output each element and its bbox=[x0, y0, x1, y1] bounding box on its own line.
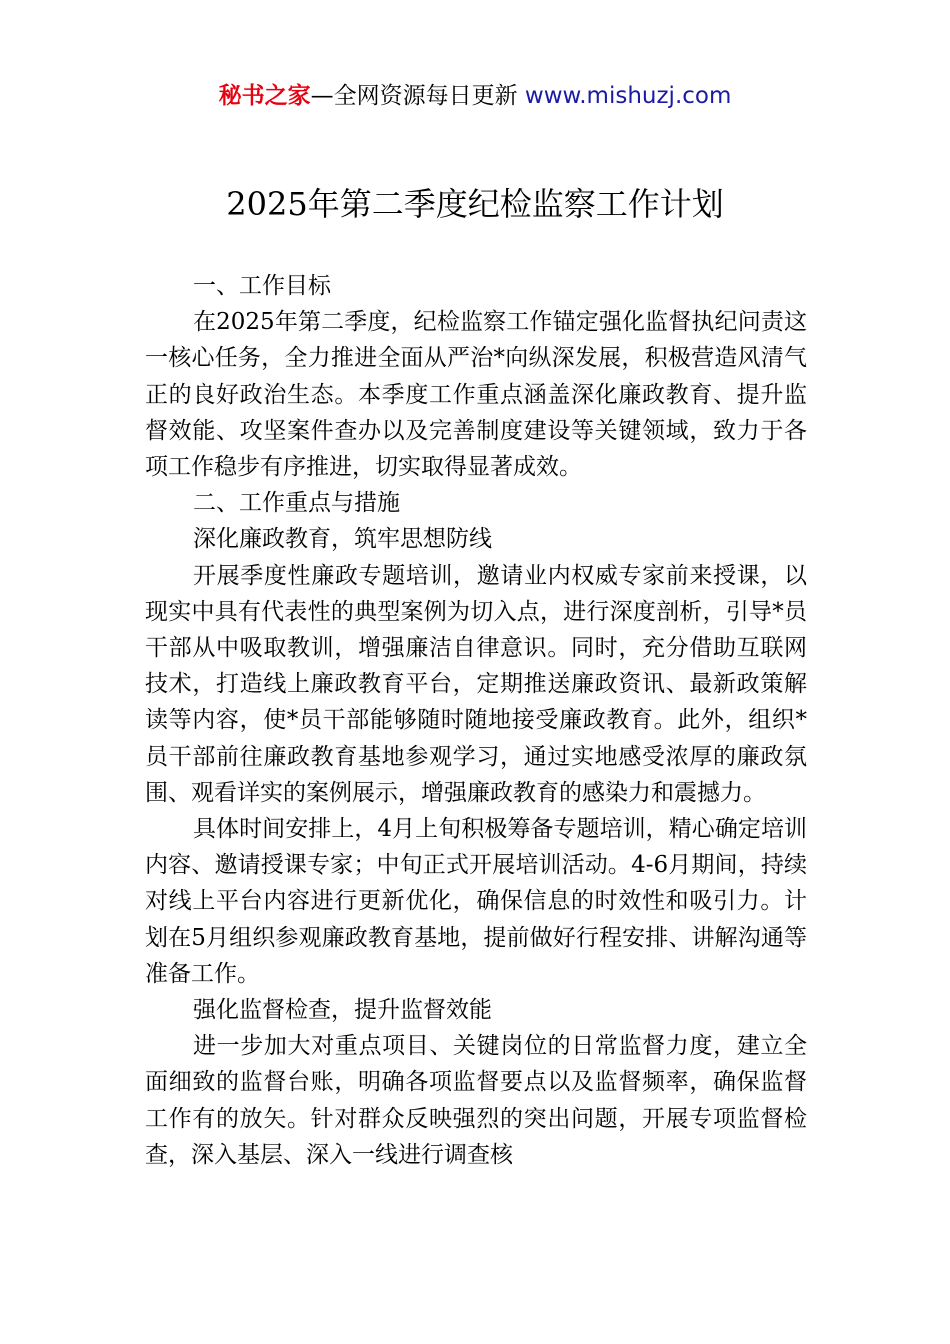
section-heading-goals: 一、工作目标 bbox=[193, 273, 331, 299]
site-banner bbox=[0, 80, 950, 112]
paragraph-supervision: 进一步加大对重点项目、关键岗位的日常监督力度，建立全面细致的监督台账，明确各项监督要点以及监督频率，确保监督工作有的放矢。针对群众反映强烈的突出问题，开展专项监督检查，深入基层、深入一线进行调查核 bbox=[145, 1033, 807, 1168]
document-body bbox=[145, 268, 807, 1173]
site-url-link[interactable]: www.mishuzj.com bbox=[524, 83, 732, 109]
subheading-supervision: 强化监督检查，提升监督效能 bbox=[193, 997, 492, 1024]
document-title: 2025年第二季度纪检监察工作计划 bbox=[226, 185, 724, 223]
paragraph-schedule: 具体时间安排上，4月上旬积极筹备专题培训，精心确定培训内容、邀请授课专家；中旬正式开展培训活动。4-6月期间，持续对线上平台内容进行更新优化，确保信息的时效性和吸引力。计划在5月组织参观廉政教育基地，提前做好行程安排、讲解沟通等准备工作。 bbox=[145, 816, 807, 987]
paragraph-education: 开展季度性廉政专题培训，邀请业内权威专家前来授课，以现实中具有代表性的典型案例为切入点，进行深度剖析，引导*员干部从中吸取教训，增强廉洁自律意识。同时，充分借助互联网技术，打造线上廉政教育平台，定期推送廉政资讯、最新政策解读等内容，使*员干部能够随时随地接受廉政教育。此外，组织*员干部前往廉政教育基地参观学习，通过实地感受浓厚的廉政氛围、观看详实的案例展示，增强廉政教育的感染力和震撼力。 bbox=[145, 562, 807, 806]
section-heading-measures: 二、工作重点与措施 bbox=[193, 490, 400, 517]
paragraph-goals: 在2025年第二季度，纪检监察工作锚定强化监督执纪问责这一核心任务，全力推进全面从严治*向纵深发展，积极营造风清气正的良好政治生态。本季度工作重点涵盖深化廉政教育、提升监督效能、攻坚案件查办以及完善制度建设等关键领域，致力于各项工作稳步有序推进，切实取得显著成效。 bbox=[145, 309, 807, 481]
brand-name: 秘书之家 bbox=[218, 83, 311, 109]
banner-tagline: —全网资源每日更新 bbox=[310, 83, 525, 109]
subheading-education: 深化廉政教育，筑牢思想防线 bbox=[193, 526, 492, 553]
